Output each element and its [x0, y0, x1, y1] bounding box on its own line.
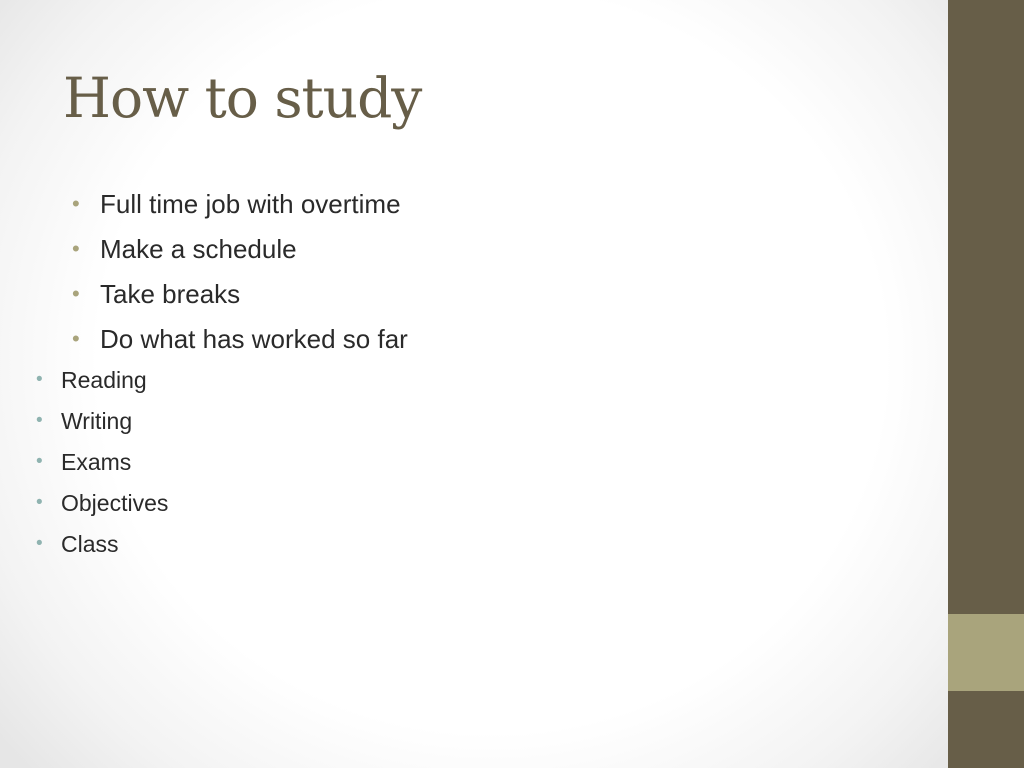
sub-bullet-text: Exams [61, 449, 132, 475]
bullet-text: Make a schedule [100, 234, 297, 264]
bullet-text: Full time job with overtime [100, 189, 401, 219]
bullet-icon: • [36, 492, 43, 513]
bullet-icon: • [36, 410, 43, 431]
sub-bullet-text: Class [61, 531, 119, 557]
bullet-icon: • [36, 533, 43, 554]
bullet-icon: • [36, 369, 43, 390]
sub-bullet-text: Objectives [61, 490, 169, 516]
bullet-icon: • [72, 326, 80, 351]
slide-title: How to study [63, 66, 422, 130]
bullet-icon: • [36, 451, 43, 472]
sub-bullet-text: Writing [61, 408, 133, 434]
sidebar-accent-block [948, 614, 1024, 691]
bullet-icon: • [72, 191, 80, 216]
bullet-text: Take breaks [100, 279, 241, 309]
bullet-icon: • [72, 236, 80, 261]
bullet-text: Do what has worked so far [100, 324, 408, 354]
bullet-icon: • [72, 281, 80, 306]
sub-bullet-text: Reading [61, 367, 147, 393]
